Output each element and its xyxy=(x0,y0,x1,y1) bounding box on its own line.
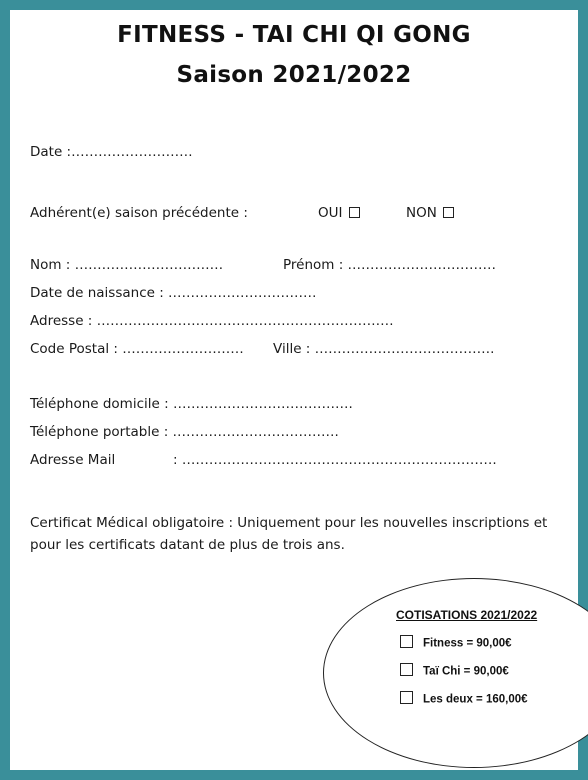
non-checkbox[interactable] xyxy=(443,207,454,218)
naissance-field[interactable]: Date de naissance : …………………………… xyxy=(30,285,317,301)
prenom-field[interactable]: Prénom : …………………………… xyxy=(283,257,497,273)
season-title: Saison 2021/2022 xyxy=(176,62,412,88)
fitness-checkbox[interactable] xyxy=(400,635,413,648)
oui-checkbox[interactable] xyxy=(349,207,360,218)
les-deux-label: Les deux = 160,00€ xyxy=(423,693,528,706)
tel-domicile-field[interactable]: Téléphone domicile : …………………………………. xyxy=(30,396,353,412)
oui-option[interactable] xyxy=(318,205,360,221)
adresse-field[interactable]: Adresse : ………………………………………………………… xyxy=(30,313,394,329)
cotisation-les-deux[interactable] xyxy=(400,693,528,706)
medical-note: Certificat Médical obligatoire : Uniquement pour les nouvelles inscriptions et pour les certificats datant de plus de trois ans. xyxy=(30,515,548,553)
form-title: FITNESS - TAI CHI QI GONG xyxy=(117,22,471,48)
cotisation-taichi[interactable] xyxy=(400,665,509,678)
code-postal-field[interactable]: Code Postal : ……………………… xyxy=(30,341,244,357)
cotisation-fitness[interactable] xyxy=(400,637,512,650)
taichi-checkbox[interactable] xyxy=(400,663,413,676)
non-option[interactable] xyxy=(406,205,454,221)
adherent-label: Adhérent(e) saison précédente : xyxy=(30,205,248,221)
ville-field[interactable]: Ville : …………………………………. xyxy=(273,341,495,357)
les-deux-checkbox[interactable] xyxy=(400,691,413,704)
oui-label: OUI xyxy=(318,205,343,221)
taichi-label: Taï Chi = 90,00€ xyxy=(423,665,509,678)
mail-label: Adresse Mail xyxy=(30,452,116,468)
fitness-label: Fitness = 90,00€ xyxy=(423,637,512,650)
non-label: NON xyxy=(406,205,437,221)
date-field[interactable]: Date :……………………… xyxy=(30,144,193,160)
tel-portable-field[interactable]: Téléphone portable : ………………………………. xyxy=(30,424,339,440)
cotisations-title: COTISATIONS 2021/2022 xyxy=(396,608,538,622)
nom-field[interactable]: Nom : …………………………… xyxy=(30,257,224,273)
mail-field[interactable]: : ……………………………………………………………. xyxy=(173,452,497,468)
